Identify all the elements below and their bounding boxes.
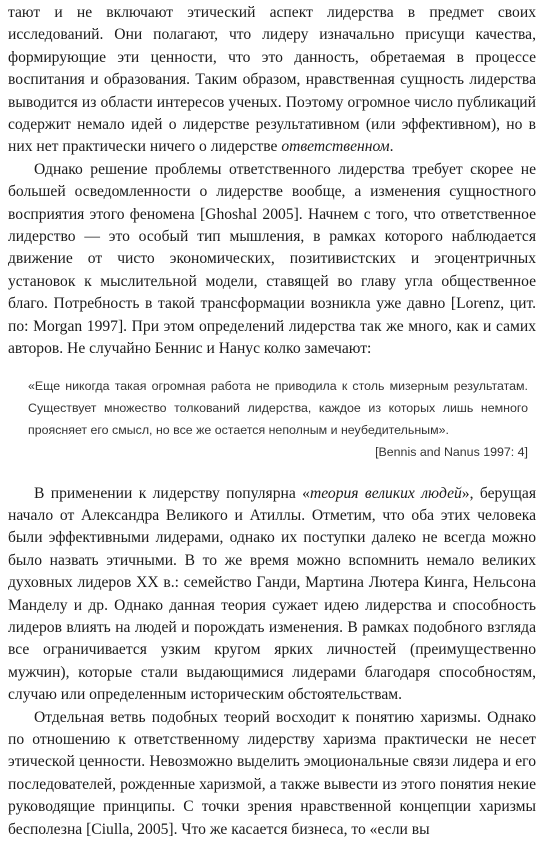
paragraph-text: Отдельная ветвь подобных теорий восходит к понятию харизмы. Однако по отношению к ответственному лидерству харизма практически не несет этической ценности. Невозможно выделить эмоциональные связи лидера и его последователей, рожденные харизмой, а также вывести из этого понятия некие руководящие принципы. С точки зрения нравственной концепции харизмы бесполезна [Ciulla, 2005]. Что же касается бизнеса, то «если вы — [8, 708, 536, 838]
paragraph — [8, 707, 536, 841]
paragraph-text: . — [389, 138, 394, 156]
paragraph-text: Однако решение проблемы ответственного лидерства требует скорее не большей осведомленности о лидерстве вообще, а изменения сущностного восприятия этого феномена [Ghoshal 2005]. Начнем с того, что ответственное лидерство — это особый тип мышления, в рамках которого наблюдается движение от чисто экономических, позитивистских и эгоцентричных установок к мыслительной модели, ставящей во главу угла общественное благо. Потребность в такой трансформации возникла уже давно [Lorenz, цит. по: Morgan 1997]. При этом определений лидерства так же много, как и самих авторов. Не случайно Беннис и Нанус колко замечают: — [8, 160, 536, 358]
paragraph — [8, 2, 536, 159]
paragraph-text: В применении к лидерству популярна « — [34, 484, 310, 502]
paragraph-emphasis: ответственном — [281, 138, 390, 156]
paragraph-text: », берущая начало от Александра Великого и Атиллы. Отметим, что оба этих человека были эффективными лидерами, однако их поступки далеко не всегда можно было назвать этичными. В то же время можно вспомнить немало великих духовных лидеров XX в.: семейство Ганди, Мартина Лютера Кинга, Нельсона Манделу и др. Однако данная теория сужает идею лидерства и способность лидеров влиять на людей и порождать изменения. В рамках подобного взгляда все ограничивается узким кругом ярких личностей (преимущественно мужчин), которые стали выдающимися лидерами благодаря способностям, случаю или определенным историческим обстоятельствам. — [8, 484, 536, 704]
paragraph-emphasis: теория великих людей — [309, 484, 462, 502]
paragraph-text: тают и не включают этический аспект лидерства в предмет своих исследований. Они полагают, что лидеру изначально присущи качества, формирующие эти ценности, что это данность, обретаемая в процессе воспитания и образования. Таким образом, нравственная сущность лидерства выводится из области интересов ученых. Поэтому огромное число публикаций содержит немало идей о лидерстве результативном (или эффективном), но в них нет практически ничего о лидерстве — [8, 4, 536, 156]
paragraph — [8, 159, 536, 361]
paragraph — [8, 483, 536, 707]
spacer — [8, 475, 536, 483]
block-quote — [28, 375, 528, 463]
quote-source: [Bennis and Nanus 1997: 4] — [375, 444, 528, 459]
quote-text: «Еще никогда такая огромная работа не приводила к столь мизерным результатам. Существует множество толкований лидерства, каждое из которых лишь немного проясняет его смысл, но все же остается неполным и неубедительным». — [28, 378, 528, 437]
